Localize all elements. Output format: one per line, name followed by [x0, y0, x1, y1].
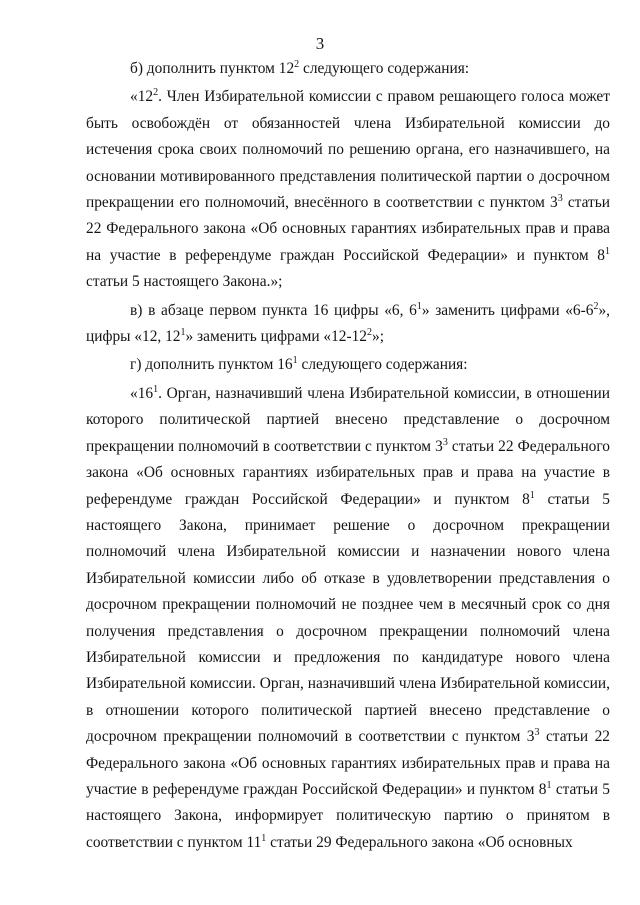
paragraph-point-16-1: «$16^1$. Орган, назначивший члена Избирательной комиссии, в отношении которого политической партией внесено представление о досрочном прекращении полномочий в соответствии с пунктом $3^3$ статьи 22 Федерального закона «Об основных гарантиях избирательных прав и права на участие в референдуме граждан Российской Федерации» и пунктом $8^1$ статьи 5 настоящего Закона, принимает решение о досрочном прекращении полномочий члена Избирательной комиссии и назначении нового члена Избирательной комиссии либо об отказе в удовлетворении представления о досрочном прекращении полномочий не позднее чем в месячный срок со дня получения представления о досрочном прекращении полномочий члена Избирательной комиссии и предложения по кандидатуре нового члена Избирательной комиссии. Орган, назначивший члена Избирательной комиссии, в отношении которого политической партией внесено представление о досрочном прекращении полномочий в соответствии с пунктом $3^3$ статьи 22 Федерального закона «Об основных гарантиях избирательных прав и права на участие в референдуме граждан Российской Федерации» и пунктом $8^1$ статьи 5 настоящего Закона, информирует политическую партию о принятом в соответствии с пунктом $11^1$ статьи 29 Федерального закона «Об основных: [86, 383, 610, 851]
paragraph-amendment-b: б) дополнить пунктом $12^2$ следующего содержания:: [130, 58, 470, 77]
paragraph-amendment-g: г) дополнить пунктом $16^1$ следующего содержания:: [130, 355, 468, 374]
paragraph-point-12-2: «$12^2$. Член Избирательной комиссии с правом решающего голоса может быть освобождён от обязанностей члена Избирательной комиссии до истечения срока своих полномочий по решению органа, его назначившего, на основании мотивированного представления политической партии о досрочном прекращении его полномочий, внесённого в соответствии с пунктом $3^3$ статьи 22 Федерального закона «Об основных гарантиях избирательных прав и права на участие в референдуме граждан Российской Федерации» и пунктом $8^1$ статьи 5 настоящего Закона.»;: [86, 87, 610, 291]
page-number: 3: [315, 34, 325, 53]
document-body: [86, 56, 610, 856]
paragraph-amendment-v: в) в абзаце первом пункта 16 цифры «6, $6^1$» заменить цифрами «$6-6^2$», цифры «12, $12^1$» заменить цифрами «$12-12^2$»;: [86, 300, 610, 346]
